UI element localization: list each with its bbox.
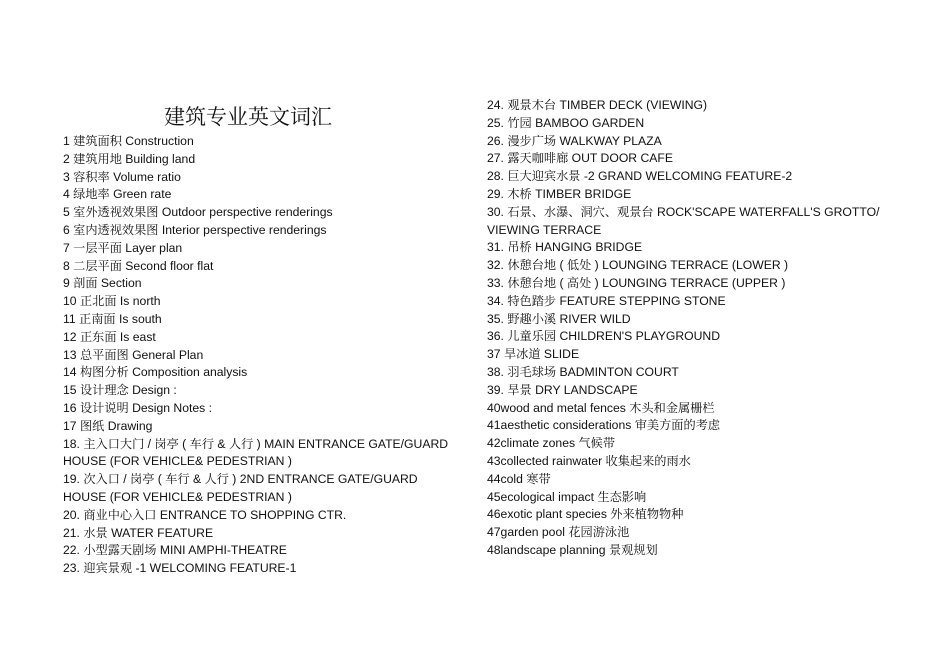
- vocabulary-entry: VIEWING TERRACE: [487, 222, 602, 237]
- vocabulary-entry: 27. 露天咖啡廊 OUT DOOR CAFE: [487, 151, 673, 166]
- vocabulary-entry: 36. 儿童乐园 CHILDREN'S PLAYGROUND: [487, 329, 721, 344]
- page-title: 建筑专业英文词汇: [164, 105, 332, 129]
- vocabulary-entry: 1 建筑面积 Construction: [63, 134, 194, 148]
- vocabulary-entry: 37 旱冰道 SLIDE: [487, 347, 580, 362]
- vocabulary-entry: 32. 休憩台地 ( 低处 ) LOUNGING TERRACE (LOWER ): [487, 258, 789, 273]
- vocabulary-entry: 24. 观景木台 TIMBER DECK (VIEWING): [487, 98, 708, 112]
- vocabulary-entry: 3 容积率 Volume ratio: [63, 169, 181, 184]
- vocabulary-entry: 9 剖面 Section: [63, 276, 142, 291]
- vocabulary-entry: 35. 野趣小溪 RIVER WILD: [487, 311, 631, 326]
- vocabulary-entry: 4 绿地率 Green rate: [63, 187, 172, 202]
- vocabulary-entry: 46exotic plant species 外来植物物种: [487, 507, 684, 522]
- vocabulary-entry: 33. 休憩台地 ( 高处 ) LOUNGING TERRACE (UPPER ): [487, 275, 786, 290]
- vocabulary-entry: 38. 羽毛球场 BADMINTON COURT: [487, 364, 679, 379]
- vocabulary-entry: 43collected rainwater 收集起来的雨水: [487, 453, 691, 468]
- vocabulary-entry: 28. 巨大迎宾水景 -2 GRAND WELCOMING FEATURE-2: [487, 169, 793, 184]
- vocabulary-entry: 30. 石景、水瀑、洞穴、观景台 ROCK'SCAPE WATERFALL'S GROTTO/: [487, 204, 880, 219]
- vocabulary-entry: 19. 次入口 / 岗亭 ( 车行 & 人行 ) 2ND ENTRANCE GATE/GUARD: [63, 472, 418, 487]
- vocabulary-entry: 20. 商业中心入口 ENTRANCE TO SHOPPING CTR.: [63, 507, 347, 522]
- vocabulary-column-left: [63, 133, 483, 578]
- vocabulary-entry: 48landscape planning 景观规划: [487, 542, 658, 557]
- vocabulary-entry: 16 设计说明 Design Notes :: [63, 400, 213, 415]
- vocabulary-column-right: [487, 97, 927, 560]
- vocabulary-entry: 11 正南面 Is south: [63, 311, 162, 326]
- vocabulary-entry: 47garden pool 花园游泳池: [487, 525, 630, 540]
- vocabulary-entry: 6 室内透视效果图 Interior perspective renderings: [63, 222, 327, 237]
- vocabulary-entry: 17 图纸 Drawing: [63, 418, 153, 433]
- vocabulary-entry: 40wood and metal fences 木头和金属栅栏: [487, 400, 715, 415]
- vocabulary-entry: HOUSE (FOR VEHICLE& PEDESTRIAN ): [63, 454, 292, 469]
- vocabulary-entry: 29. 木桥 TIMBER BRIDGE: [487, 186, 632, 201]
- vocabulary-entry: 14 构图分析 Composition analysis: [63, 365, 248, 380]
- vocabulary-entry: 45ecological impact 生态影响: [487, 489, 647, 504]
- vocabulary-entry: 13 总平面图 General Plan: [63, 347, 204, 362]
- vocabulary-entry: 7 一层平面 Layer plan: [63, 240, 183, 255]
- vocabulary-entry: 12 正东面 Is east: [63, 329, 156, 344]
- vocabulary-entry: HOUSE (FOR VEHICLE& PEDESTRIAN ): [63, 489, 292, 504]
- vocabulary-entry: 18. 主入口大门 / 岗亭 ( 车行 & 人行 ) MAIN ENTRANCE GATE/GUARD: [63, 436, 449, 451]
- vocabulary-entry: 39. 旱景 DRY LANDSCAPE: [487, 382, 638, 397]
- vocabulary-entry: 26. 漫步广场 WALKWAY PLAZA: [487, 133, 662, 148]
- vocabulary-entry: 23. 迎宾景观 -1 WELCOMING FEATURE-1: [63, 561, 297, 576]
- vocabulary-entry: 41aesthetic considerations 审美方面的考虑: [487, 418, 721, 433]
- vocabulary-entry: 10 正北面 Is north: [63, 294, 161, 309]
- vocabulary-entry: 25. 竹园 BAMBOO GARDEN: [487, 115, 645, 130]
- vocabulary-entry: 2 建筑用地 Building land: [63, 151, 196, 166]
- vocabulary-entry: 15 设计理念 Design :: [63, 383, 177, 398]
- vocabulary-entry: 8 二层平面 Second floor flat: [63, 258, 214, 273]
- vocabulary-entry: 31. 吊桥 HANGING BRIDGE: [487, 240, 643, 255]
- vocabulary-entry: 21. 水景 WATER FEATURE: [63, 525, 214, 540]
- vocabulary-entry: 5 室外透视效果图 Outdoor perspective renderings: [63, 205, 333, 220]
- vocabulary-entry: 22. 小型露天剧场 MINI AMPHI-THEATRE: [63, 543, 287, 558]
- vocabulary-entry: 34. 特色踏步 FEATURE STEPPING STONE: [487, 293, 726, 308]
- vocabulary-entry: 44cold 寒带: [487, 471, 551, 486]
- vocabulary-entry: 42climate zones 气候带: [487, 436, 616, 451]
